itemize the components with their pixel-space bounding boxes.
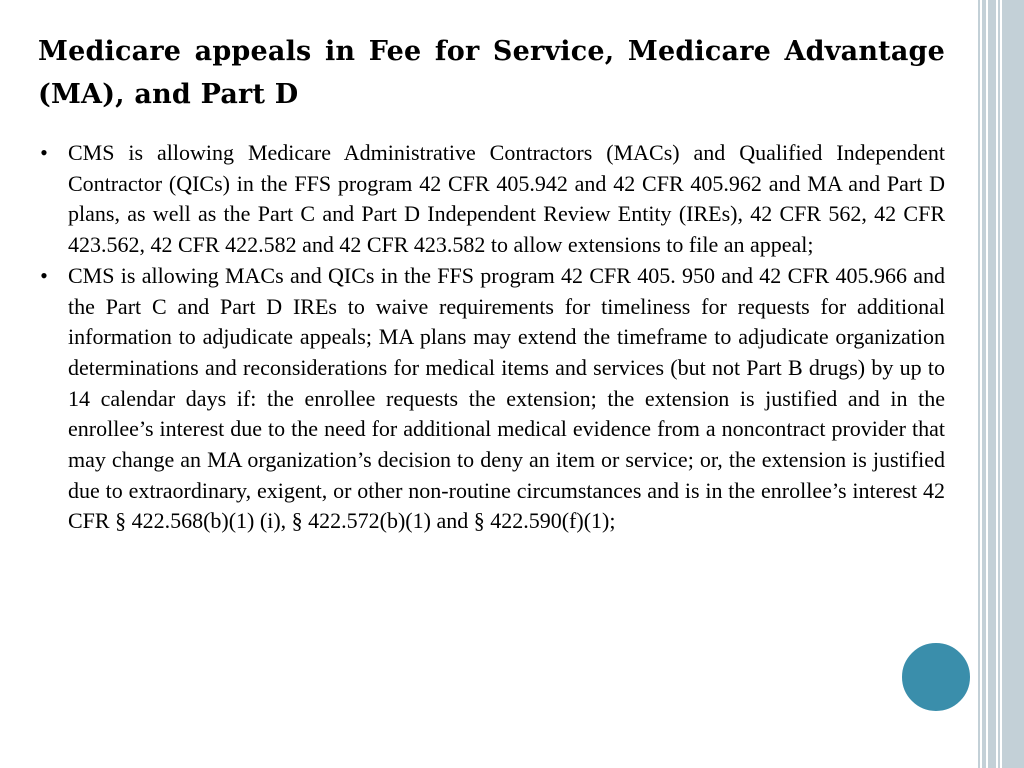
bullet-list: [38, 138, 945, 537]
stripe: [1002, 0, 1024, 768]
bullet-item: [38, 261, 945, 537]
slide-title: Medicare appeals in Fee for Service, Medicare Advantage (MA), and Part D: [38, 36, 945, 110]
stripe: [978, 0, 980, 768]
stripe: [982, 0, 986, 768]
bullet-marker: •: [40, 140, 48, 165]
bullet-marker: •: [40, 262, 48, 288]
stripe: [998, 0, 1000, 768]
bullet-item: [38, 138, 945, 261]
slide-content: [38, 30, 945, 537]
decorative-circle: [898, 639, 974, 715]
stripe: [988, 0, 996, 768]
bullet-text: CMS is allowing MACs and QICs in the FFS program 42 CFR 405. 950 and 42 CFR 405.966 and the Part C and Part D IREs to waive requirements for timeliness for requests for additional information to adjudicate appeals; MA plans may extend the timeframe to adjudicate organization determinations and reconsiderations for medical items and services (but not Part B drugs) by up to 14 calendar days if: the enrollee requests the extension; the extension is justified and in the enrollee’s interest due to the need for additional medical evidence from a noncontract provider that may change an MA organization’s decision to deny an item or service; or, the extension is justified due to extraordinary, exigent, or other non-routine circumstances and is in the enrollee’s interest 42 CFR § 422.568(b)(1) (i), § 422.572(b)(1) and § 422.590(f)(1);: [68, 262, 945, 534]
bullet-text: CMS is allowing Medicare Administrative Contractors (MACs) and Qualified Independent Contractor (QICs) in the FFS program 42 CFR 405.942 and 42 CFR 405.962 and MA and Part D plans, as well as the Part C and Part D Independent Review Entity (IREs), 42 CFR 562, 42 CFR 423.562, 42 CFR 422.582 and 42 CFR 423.582 to allow extensions to file an appeal;: [68, 140, 945, 258]
decorative-side-stripes: [978, 0, 1024, 768]
